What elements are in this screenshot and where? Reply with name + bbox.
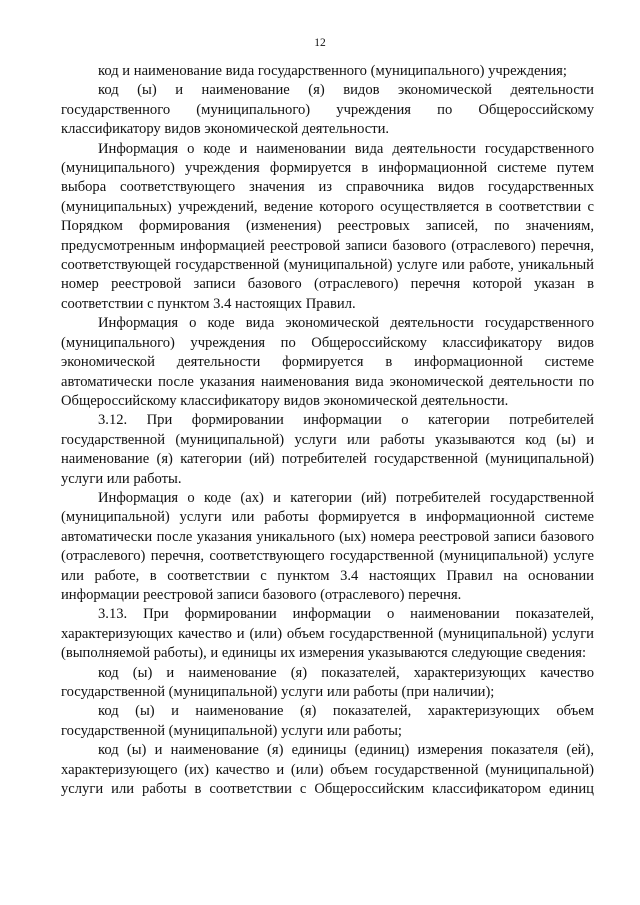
- paragraph: 3.12. При формировании информации о категории потребителей государственной (муниципальной) услуги или работы указываются код (ы) и наименование (я) категории (ий) потребителей государственной (муниципальной) услуги или работы.: [61, 412, 594, 487]
- paragraph: код (ы) и наименование (я) показателей, характеризующих качество государственной (муниципальной) услуги или работы (при наличии);: [61, 664, 594, 700]
- paragraph: 3.13. При формировании информации о наименовании показателей, характеризующих качество и (или) объем государственной (муниципальной) услуги (выполняемой работы), и единицы их измерения указываются следующие сведения:: [61, 606, 594, 662]
- paragraph-continued: код (ы) и наименование (я) единицы (единиц) измерения показателя (ей), характеризующего (их) качество и (или) объем государственной (муниципальной) услуги или работы в соответствии с Общероссийским классификатором единиц: [61, 742, 594, 798]
- paragraph: Информация о коде (ах) и категории (ий) потребителей государственной (муниципальной) услуги или работы формируется в информационной системе автоматически после указания уникального (ых) номера реестровой записи базового (отраслевого) перечня, соответствующего государственной (муниципальной) услуге или работе, в соответствии с пунктом 3.4 настоящих Правил на основании информации реестровой записи базового (отраслевого) перечня.: [61, 489, 594, 603]
- document-body: [61, 62, 594, 799]
- page-number: 12: [314, 37, 326, 49]
- paragraph: код (ы) и наименование (я) показателей, характеризующих объем государственной (муниципальной) услуги или работы;: [61, 703, 594, 739]
- paragraph: код и наименование вида государственного (муниципального) учреждения;: [98, 63, 567, 79]
- paragraph: Информация о коде вида экономической деятельности государственного (муниципального) учреждения по Общероссийскому классификатору видов экономической деятельности формируется в информационной системе автоматически после указания наименования вида экономической деятельности по Общероссийскому классификатору видов экономической деятельности.: [61, 315, 594, 409]
- paragraph: код (ы) и наименование (я) видов экономической деятельности государственного (муниципального) учреждения по Общероссийскому классификатору видов экономической деятельности.: [61, 82, 594, 138]
- paragraph: Информация о коде и наименовании вида деятельности государственного (муниципального) учреждения формируется в информационной системе путем выбора соответствующего значения из справочника видов государственных (муниципальных) учреждений, ведение которого осуществляется в соответствии с Порядком формирования (изменения) реестровых записей, по значениям, предусмотренным информацией реестровой записи базового (отраслевого) перечня, соответствующей государственной (муниципальной) услуге или работе, уникальный номер реестровой записи базового (отраслевого) перечня которой указан в соответствии с пунктом 3.4 настоящих Правил.: [61, 140, 594, 312]
